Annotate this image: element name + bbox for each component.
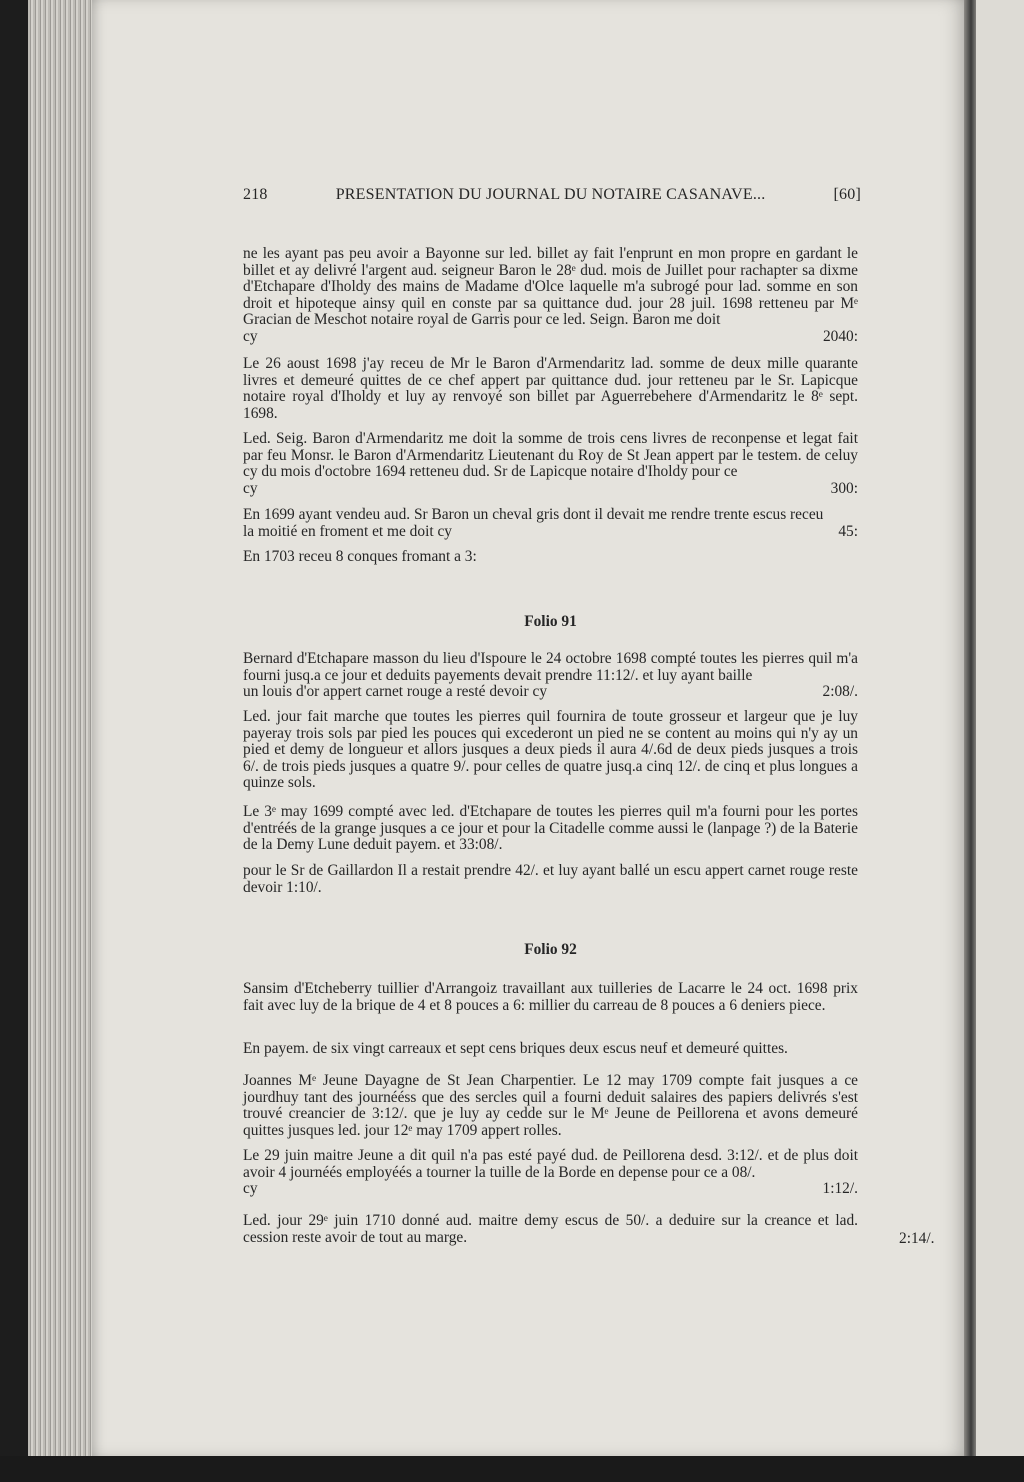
paragraph: Le 3ᵉ may 1699 compté avec led. d'Etchapare de toutes les pierres quil m'a fourni pour les portes d'entréés de la grange jusques a ce jour et pour la Citadelle comme aussi le (lanpage ?) de la Baterie de la Demy Lune deduit payem. et 33:08/. [243, 803, 858, 854]
paragraph [243, 507, 858, 540]
paragraph: En 1703 receu 8 conques fromant a 3: [243, 548, 477, 565]
cy-label: cy [243, 1180, 258, 1198]
amount: 45: [838, 522, 858, 540]
paragraph-text: Le 29 juin maitre Jeune a dit quil n'a pas esté payé dud. de Peillorena desd. 3:12/. et de plus doit avoir 4 journéés employéés a tourner la tuille de la Borde en depense pour ce a 08/. [243, 1147, 858, 1181]
scan-background [0, 1456, 1024, 1482]
paragraph [243, 1148, 858, 1198]
paragraph-text: ne les ayant pas peu avoir a Bayonne sur led. billet ay fait l'enprunt en mon propre en gardant le billet et ay delivré l'argent aud. seigneur Baron le 28ᵉ dud. mois de Juillet pour rachapter sa dixme d'Etchapare d'Iholdy des mains de Madame d'Olce laquelle m'a subrogé pour lad. somme en son droit et hipoteque ainsy quil en conste par sa quittance dud. jour 28 juil. 1698 retteneu par Mᵉ Gracian de Meschot notaire royal de Garris pour ce led. Seign. Baron me doit [243, 245, 858, 329]
paragraph: pour le Sr de Gaillardon Il a restait prendre 42/. et luy ayant ballé un escu appert carnet rouge reste devoir 1:10/. [243, 862, 858, 896]
paragraph-text: Led. Seig. Baron d'Armendaritz me doit la somme de trois cens livres de reconpense et legat fait par feu Monsr. le Baron d'Armendaritz Lieutenant du Roy de St Jean appert par le testem. de celuy cy du mois d'octobre 1694 retteneu dud. Sr de Lapicque notaire d'Iholdy pour ce [243, 430, 858, 481]
row-text: un louis d'or appert carnet rouge a resté devoir cy [243, 683, 548, 701]
row-text: la moitié en froment et me doit cy [243, 522, 452, 540]
cy-label: cy [243, 479, 258, 497]
paragraph [243, 246, 858, 346]
margin-amount: 2:14/. [899, 1230, 935, 1247]
book-page-edges [28, 0, 98, 1460]
paragraph [243, 431, 858, 497]
paragraph-text: En 1699 ayant vendeu aud. Sr Baron un cheval gris dont il devait me rendre trente escus receu [243, 506, 824, 523]
paragraph: Led. jour fait marche que toutes les pierres quil fournira de toute grosseur et largeur que je luy payeray trois sols par pied les pouces qui excederont un pied ne se content au moins qui n'y ay un pied et demy de longueur et allors jusques a deux pieds il aura 4/.6d de deux pieds jusques a trois 6/. de trois pieds jusques a quatre 9/. pour celles de quatre jusq.a cinq 12/. de cinq et plus longues a quinze sols. [243, 708, 858, 792]
amount: 2:08/. [822, 683, 858, 701]
folio-heading: Folio 91 [524, 613, 577, 630]
running-header [243, 186, 861, 204]
amount: 300: [830, 479, 858, 497]
paragraph: Le 26 aoust 1698 j'ay receu de Mr le Baron d'Armendaritz lad. somme de deux mille quarante livres et demeuré quittes de ce chef appert par quittance dud. jour retteneu par le Sr. Lapicque notaire royal d'Iholdy et luy ay renvoyé son billet par Aguerrebehere d'Armendaritz le 8ᵉ sept. 1698. [243, 355, 858, 422]
facing-page [976, 0, 1024, 1456]
paragraph: Joannes Mᵉ Jeune Dayagne de St Jean Charpentier. Le 12 may 1709 compte fait jusques a ce jourdhuy tant des journééss que des sercles quil a fourni deduit salaires des papiers delivrés s'est trouvé creancier de 3:12/. que je luy ay cedde sur le Mᵉ Jeune de Peillorena et avons demeuré quittes jusques led. jour 12ᵉ may 1709 appert rolles. [243, 1072, 858, 1139]
folio-heading: Folio 92 [524, 941, 577, 958]
paragraph: En payem. de six vingt carreaux et sept cens briques deux escus neuf et demeuré quittes. [243, 1040, 788, 1057]
paragraph-text: Bernard d'Etchapare masson du lieu d'Ispoure le 24 octobre 1698 compté toutes les pierres quil m'a fourni jusq.a ce jour et deduits payements devait prendre 11:12/. et luy ayant baille [243, 650, 858, 684]
cy-label: cy [243, 327, 258, 345]
running-title: PRESENTATION DU JOURNAL DU NOTAIRE CASANAVE... [335, 186, 766, 203]
paragraph [243, 651, 858, 701]
section-number: [60] [833, 186, 861, 203]
page-number: 218 [243, 186, 268, 203]
paragraph: Sansim d'Etcheberry tuillier d'Arrangoiz travaillant aux tuilleries de Lacarre le 24 oct. 1698 prix fait avec luy de la brique de 4 et 8 pouces a 6: millier du carreau de 8 pouces a 6 deniers piece. [243, 980, 858, 1014]
paragraph: Led. jour 29ᵉ juin 1710 donné aud. maitre demy escus de 50/. a deduire sur la creance et lad. cession reste avoir de tout au marge. [243, 1212, 858, 1246]
amount: 2040: [822, 327, 858, 345]
amount: 1:12/. [822, 1180, 858, 1198]
